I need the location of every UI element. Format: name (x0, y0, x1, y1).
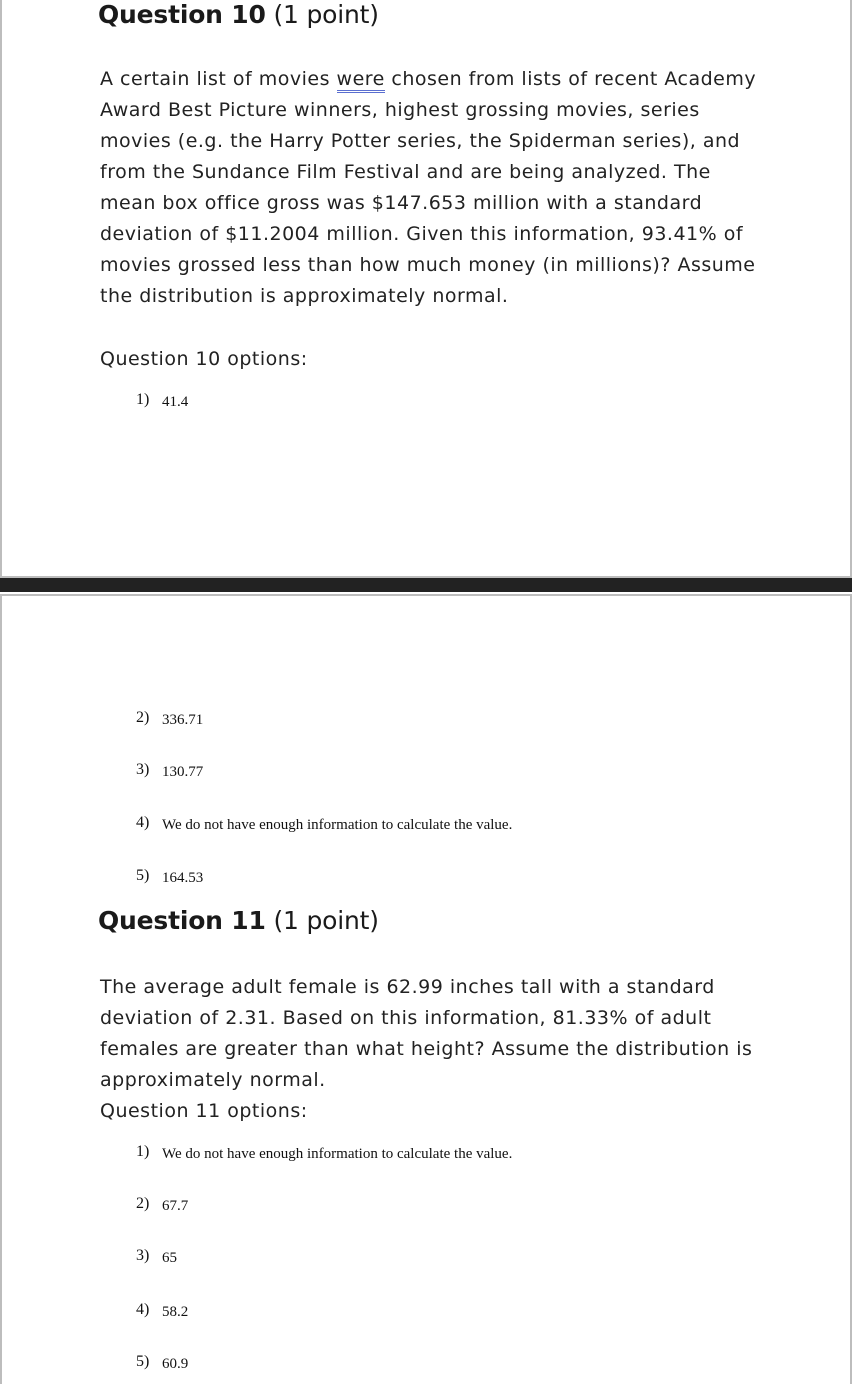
question-10-number: Question 10 (98, 0, 266, 29)
question-11-points: (1 point) (273, 906, 379, 935)
option-number: 3) (136, 1247, 150, 1264)
q11-option-1[interactable] (136, 1145, 512, 1163)
question-11-number: Question 11 (98, 906, 266, 935)
question-10-text-start: A certain list of movies (100, 68, 337, 90)
question-10-title (98, 0, 379, 29)
option-number: 5) (136, 1353, 150, 1370)
question-10-text (100, 64, 760, 312)
q11-option-4[interactable] (136, 1303, 188, 1321)
q11-option-5[interactable] (136, 1355, 188, 1373)
option-text: 60.9 (162, 1356, 189, 1372)
option-text: 65 (162, 1250, 177, 1266)
option-number: 4) (136, 814, 150, 831)
question-10-text-end: chosen from lists of recent Academy Award Best Picture winners, highest grossing movies, series movies (e.g. the Harry Potter series, the Spiderman series), and from the Sundance Film Festival and are being analyzed. The mean box office gross was $147.653 million with a standard deviation of $11.2004 million. Given this information, 93.41% of movies grossed less than how much money (in millions)? Assume the distribution is approximately normal. (100, 68, 757, 307)
page-separator (0, 578, 852, 592)
question-10-options-label: Question 10 options: (100, 348, 308, 370)
option-number: 4) (136, 1301, 150, 1318)
option-text: We do not have enough information to calculate the value. (162, 817, 513, 833)
option-text: 58.2 (162, 1304, 189, 1320)
option-text: 41.4 (162, 394, 189, 410)
question-10-points: (1 point) (273, 0, 379, 29)
q10-option-3[interactable] (136, 763, 203, 781)
option-number: 2) (136, 1195, 150, 1212)
option-text: 164.53 (162, 870, 204, 886)
option-number: 2) (136, 709, 150, 726)
question-11-options-label: Question 11 options: (100, 1100, 308, 1122)
q10-option-4[interactable] (136, 816, 512, 834)
option-number: 1) (136, 1143, 150, 1160)
grammar-flag[interactable]: were (337, 68, 385, 93)
q11-option-2[interactable] (136, 1197, 188, 1215)
q10-option-5[interactable] (136, 869, 203, 887)
question-11-title (98, 906, 379, 935)
q10-option-2[interactable] (136, 711, 203, 729)
option-number: 3) (136, 761, 150, 778)
option-text: 336.71 (162, 712, 204, 728)
option-text: We do not have enough information to calculate the value. (162, 1146, 513, 1162)
option-number: 5) (136, 867, 150, 884)
option-number: 1) (136, 391, 150, 408)
option-text: 130.77 (162, 764, 204, 780)
q10-option-1[interactable] (136, 393, 188, 411)
option-text: 67.7 (162, 1198, 189, 1214)
q11-option-3[interactable] (136, 1249, 177, 1267)
question-11-text: The average adult female is 62.99 inches tall with a standard deviation of 2.31. Based on this information, 81.33% of adult females are greater than what height? Assume the distribution is approximately normal. (100, 976, 753, 1091)
